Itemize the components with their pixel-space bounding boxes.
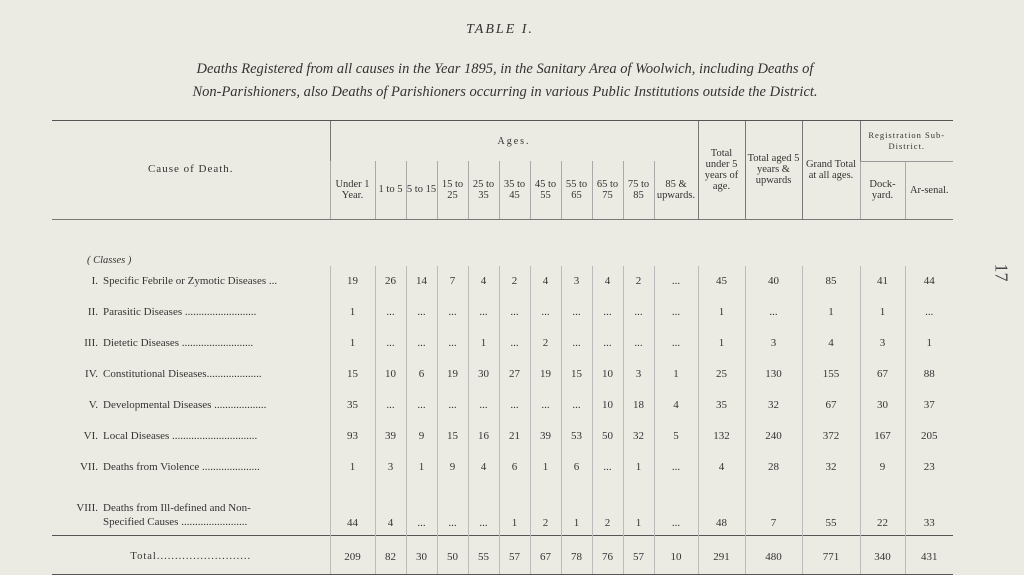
class-number: IV. [85,368,98,380]
class-number: I. [91,275,98,287]
value-cell: 25 [698,359,745,390]
value-cell: 1 [468,328,499,359]
value-cell: ... [406,297,437,328]
total-5up-header: Total aged 5 years & upwards [745,121,802,219]
value-cell: ... [623,328,654,359]
cause-name: Local Diseases ............................... [103,430,258,442]
value-cell: 44 [330,483,375,536]
value-cell: 21 [499,421,530,452]
value-cell: 1 [698,328,745,359]
value-cell: 132 [698,421,745,452]
total-cell: 30 [406,535,437,574]
age-col-header: 45 to 55 [530,161,561,219]
value-cell: ... [561,390,592,421]
value-cell: 1 [530,452,561,483]
value-cell: 1 [905,328,953,359]
value-cell: 4 [654,390,698,421]
value-cell: 19 [530,359,561,390]
age-col-header: 65 to 75 [592,161,623,219]
value-cell: 55 [802,483,860,536]
value-cell: ... [654,483,698,536]
value-cell: ... [592,328,623,359]
value-cell: ... [375,328,406,359]
value-cell: ... [592,297,623,328]
total-label: Total.......................... [52,535,330,574]
table-subtitle [40,58,970,104]
value-cell: 6 [406,359,437,390]
value-cell: 10 [375,359,406,390]
value-cell: ... [623,297,654,328]
table-row [52,452,953,483]
value-cell: 240 [745,421,802,452]
table-row [52,421,953,452]
value-cell: 4 [592,266,623,297]
value-cell: 4 [802,328,860,359]
value-cell: ... [406,328,437,359]
value-cell: 26 [375,266,406,297]
value-cell: ... [406,483,437,536]
cause-name: Parasitic Diseases .......................... [103,306,257,318]
dockyard-header: Dock-yard. [860,161,905,219]
value-cell: ... [437,483,468,536]
value-cell: 1 [860,297,905,328]
value-cell: 1 [623,452,654,483]
value-cell: 45 [698,266,745,297]
cause-cell [52,297,330,328]
subtitle-line-2: Non-Parishioners, also Deaths of Parishioners occurring in various Public Institutions outside the District. [192,84,818,100]
value-cell: 2 [623,266,654,297]
value-cell: ... [530,390,561,421]
total-cell: 340 [860,535,905,574]
value-cell: ... [375,390,406,421]
value-cell: 1 [499,483,530,536]
value-cell: 35 [698,390,745,421]
ages-header: Ages. [330,121,698,161]
value-cell: 9 [406,421,437,452]
cause-header: Cause of Death. [52,121,330,219]
age-col-header: 25 to 35 [468,161,499,219]
value-cell: 40 [745,266,802,297]
value-cell: 9 [437,452,468,483]
value-cell: 2 [530,328,561,359]
value-cell: 155 [802,359,860,390]
value-cell: 15 [437,421,468,452]
cause-cell [52,328,330,359]
value-cell: ... [437,390,468,421]
value-cell: 1 [561,483,592,536]
class-number: II. [87,306,98,318]
table-title: TABLE I. [466,22,534,37]
value-cell: 67 [802,390,860,421]
grand-total-header: Grand Total at all ages. [802,121,860,219]
value-cell: 32 [745,390,802,421]
age-col-header: 55 to 65 [561,161,592,219]
value-cell: 3 [745,328,802,359]
value-cell: 4 [468,266,499,297]
total-cell: 55 [468,535,499,574]
value-cell: 3 [860,328,905,359]
value-cell: ... [654,297,698,328]
value-cell: 1 [330,328,375,359]
cause-name: Dietetic Diseases .......................... [103,337,254,349]
class-number: VII. [79,461,98,473]
total-cell: 431 [905,535,953,574]
value-cell: ... [654,328,698,359]
total-cell: 209 [330,535,375,574]
class-number: VIII. [76,501,98,514]
value-cell: 4 [375,483,406,536]
cause-name-line-1: Deaths from Ill-defined and Non- [103,501,251,514]
value-cell: 9 [860,452,905,483]
value-cell: 1 [330,452,375,483]
cause-cell [52,483,330,536]
value-cell: ... [375,297,406,328]
subtitle-line-1: Deaths Registered from all causes in the Year 1895, in the Sanitary Area of Woolwich, including Deaths of [196,61,814,77]
value-cell: ... [406,390,437,421]
age-col-header: 15 to 25 [437,161,468,219]
table-row [52,328,953,359]
table-row [52,266,953,297]
total-cell: 50 [437,535,468,574]
value-cell: 3 [375,452,406,483]
value-cell: 2 [530,483,561,536]
table-body [52,266,953,536]
value-cell: ... [905,297,953,328]
value-cell: ... [654,266,698,297]
value-cell: 2 [499,266,530,297]
cause-cell [52,421,330,452]
value-cell: 67 [860,359,905,390]
value-cell: 7 [745,483,802,536]
value-cell: ... [437,328,468,359]
value-cell: 48 [698,483,745,536]
value-cell: 39 [375,421,406,452]
value-cell: ... [561,297,592,328]
cause-name: Developmental Diseases ................... [103,399,267,411]
age-col-header: 85 & upwards. [654,161,698,219]
value-cell: 205 [905,421,953,452]
value-cell: 27 [499,359,530,390]
value-cell: 15 [330,359,375,390]
table-row [52,297,953,328]
value-cell: 1 [406,452,437,483]
age-col-header: 75 to 85 [623,161,654,219]
total-under5-header: Total under 5 years of age. [698,121,745,219]
value-cell: 130 [745,359,802,390]
value-cell: 15 [561,359,592,390]
value-cell: ... [499,297,530,328]
total-cell: 57 [499,535,530,574]
value-cell: ... [561,328,592,359]
value-cell: ... [745,297,802,328]
value-cell: ... [437,297,468,328]
value-cell: 1 [654,359,698,390]
age-col-header: 1 to 5 [375,161,406,219]
total-cell: 771 [802,535,860,574]
total-cell: 10 [654,535,698,574]
value-cell: 14 [406,266,437,297]
value-cell: ... [468,390,499,421]
value-cell: 41 [860,266,905,297]
value-cell: 37 [905,390,953,421]
value-cell: ... [499,390,530,421]
value-cell: 18 [623,390,654,421]
value-cell: 6 [561,452,592,483]
cause-cell [52,266,330,297]
value-cell: ... [468,483,499,536]
total-cell: 480 [745,535,802,574]
value-cell: 4 [530,266,561,297]
class-number: V. [88,399,98,411]
value-cell: ... [530,297,561,328]
value-cell: 50 [592,421,623,452]
value-cell: 10 [592,390,623,421]
value-cell: 1 [698,297,745,328]
value-cell: 1 [802,297,860,328]
value-cell: 88 [905,359,953,390]
value-cell: 53 [561,421,592,452]
value-cell: 372 [802,421,860,452]
value-cell: 44 [905,266,953,297]
page-number: 17 [991,263,1012,282]
value-cell: 16 [468,421,499,452]
total-cell: 76 [592,535,623,574]
value-cell: 93 [330,421,375,452]
cause-name: Specific Febrile or Zymotic Diseases ... [103,275,278,287]
registration-header: Registration Sub-District. [860,121,953,161]
age-col-header: Under 1 Year. [330,161,375,219]
cause-name: Deaths from Violence ..................... [103,461,260,473]
value-cell: 7 [437,266,468,297]
value-cell: 30 [860,390,905,421]
age-col-header: 5 to 15 [406,161,437,219]
value-cell: ... [468,297,499,328]
value-cell: 19 [437,359,468,390]
table-row [52,359,953,390]
value-cell: 35 [330,390,375,421]
value-cell: 3 [561,266,592,297]
arsenal-header: Ar-senal. [905,161,953,219]
cause-name: Constitutional Diseases.................... [103,368,262,380]
cause-cell [52,359,330,390]
value-cell: 3 [623,359,654,390]
total-row [52,535,953,574]
total-cell: 291 [698,535,745,574]
cause-cell [52,452,330,483]
class-number: VI. [83,430,98,442]
value-cell: 10 [592,359,623,390]
value-cell: 2 [592,483,623,536]
total-cell: 82 [375,535,406,574]
value-cell: 1 [330,297,375,328]
value-cell: 28 [745,452,802,483]
value-cell: 23 [905,452,953,483]
value-cell: 1 [623,483,654,536]
value-cell: 85 [802,266,860,297]
value-cell: 19 [330,266,375,297]
table-row [52,390,953,421]
table-row [52,483,953,536]
cause-cell [52,390,330,421]
value-cell: 32 [802,452,860,483]
total-cell: 78 [561,535,592,574]
mortality-table [52,120,953,575]
value-cell: 167 [860,421,905,452]
value-cell: 4 [468,452,499,483]
value-cell: ... [592,452,623,483]
value-cell: 39 [530,421,561,452]
cause-name-line-2: Specified Causes ........................ [103,515,248,528]
value-cell: 5 [654,421,698,452]
value-cell: 32 [623,421,654,452]
classes-label: ( Classes ) [87,254,132,266]
total-cell: 67 [530,535,561,574]
value-cell: ... [499,328,530,359]
value-cell: 33 [905,483,953,536]
value-cell: 30 [468,359,499,390]
total-cell: 57 [623,535,654,574]
value-cell: 6 [499,452,530,483]
age-col-header: 35 to 45 [499,161,530,219]
value-cell: 22 [860,483,905,536]
class-number: III. [84,337,98,349]
value-cell: 4 [698,452,745,483]
value-cell: ... [654,452,698,483]
